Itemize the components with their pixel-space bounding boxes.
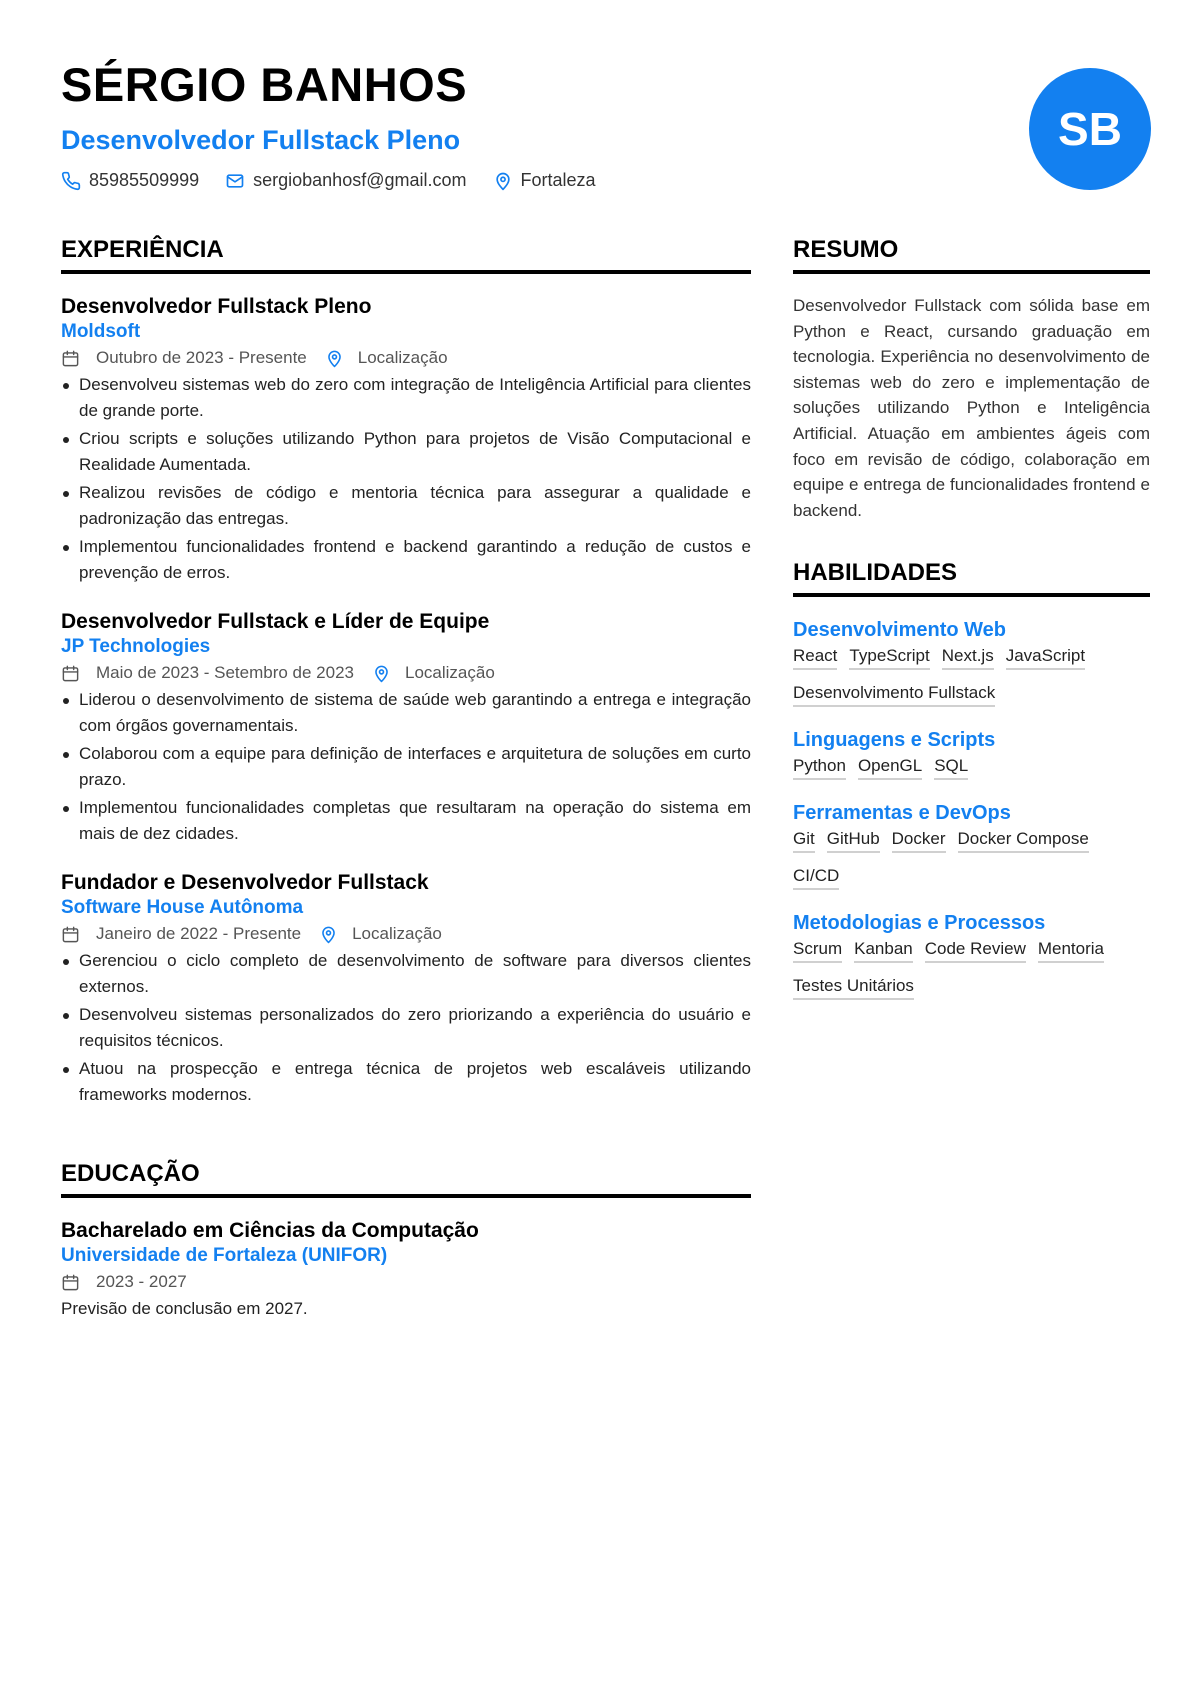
skill-tags [793,936,1150,1010]
contact-row [61,170,1151,191]
experience-entry [61,294,751,585]
education-dates: 2023 - 2027 [96,1272,187,1291]
education-entry [61,1218,751,1319]
skill-tag: GitHub [827,828,880,853]
skills-section [793,558,1150,1010]
bullet-item: Gerenciou o ciclo completo de desenvolvimento de software para diversos clientes externos. [61,948,751,999]
candidate-name: SÉRGIO BANHOS [61,58,468,111]
bullet-item: Implementou funcionalidades completas que resultaram na operação do sistema em mais de dez cidades. [61,795,751,846]
skill-tags [793,826,1150,900]
skill-group-title: Linguagens e Scripts [793,729,996,752]
map-pin-icon [493,171,513,191]
skill-tag: Python [793,755,846,780]
map-pin-icon [372,664,391,683]
right-column [793,235,1150,1010]
job-meta [61,661,751,685]
calendar-icon [61,925,80,944]
skill-tag: Scrum [793,938,842,963]
skill-tag: React [793,645,837,670]
skill-tag: Testes Unitários [793,975,914,1000]
bullet-item: Implementou funcionalidades frontend e backend garantindo a redução de custos e prevenção de erros. [61,534,751,585]
skill-groups [793,617,1150,1010]
job-location: Localização [405,663,495,682]
skills-heading: HABILIDADES [793,558,1150,597]
job-meta [61,922,751,946]
skill-tag: OpenGL [858,755,922,780]
job-meta [61,346,751,370]
resume-header [61,58,1151,208]
company-name: JP Technologies [61,636,211,657]
school: Universidade de Fortaleza (UNIFOR) [61,1245,388,1266]
bullet-item: Desenvolveu sistemas personalizados do zero priorizando a experiência do usuário e requisitos técnicos. [61,1002,751,1053]
contact-email [225,170,466,191]
skill-tag: TypeScript [849,645,929,670]
education-note: Previsão de conclusão em 2027. [61,1299,308,1318]
skill-group-title: Desenvolvimento Web [793,619,1007,642]
skill-tag: Kanban [854,938,913,963]
map-pin-icon [325,349,344,368]
bullet-item: Colaborou com a equipe para definição de interfaces e arquitetura de soluções em curto prazo. [61,741,751,792]
experience-list [61,294,751,1107]
skill-tag: Git [793,828,815,853]
skill-tag: Code Review [925,938,1026,963]
bullet-item: Realizou revisões de código e mentoria técnica para assegurar a qualidade e padronização das entregas. [61,480,751,531]
company-name: Moldsoft [61,321,141,342]
email-text: sergiobanhosf@gmail.com [253,170,467,190]
job-dates: Maio de 2023 - Setembro de 2023 [96,663,355,682]
skill-group-title: Ferramentas e DevOps [793,802,1011,825]
skill-tag: SQL [934,755,968,780]
company-name: Software House Autônoma [61,897,304,918]
education-heading: EDUCAÇÃO [61,1159,751,1198]
bullet-item: Liderou o desenvolvimento de sistema de saúde web garantindo a entrega e integração com órgãos governamentais. [61,687,751,738]
skill-tag: JavaScript [1006,645,1085,670]
skill-group [793,910,1150,1010]
education-section [61,1159,751,1319]
skill-tag: CI/CD [793,865,839,890]
experience-entry [61,870,751,1107]
location-text: Fortaleza [520,170,596,190]
degree: Bacharelado em Ciências da Computação [61,1219,479,1242]
skill-tag: Desenvolvimento Fullstack [793,682,995,707]
candidate-title: Desenvolvedor Fullstack Pleno [61,125,461,155]
skill-tag: Next.js [942,645,994,670]
skill-group [793,800,1150,900]
job-bullets [61,948,751,1107]
job-title: Fundador e Desenvolvedor Fullstack [61,871,429,894]
education-meta [61,1270,751,1294]
phone-text: 85985509999 [89,170,200,190]
summary-text: Desenvolvedor Fullstack com sólida base em Python e React, cursando graduação em tecnologia. Experiência no desenvolvimento de sistemas web do zero e implementação de soluções utilizando Python e Inteligência Artificial. Atuação em ambientes ágeis com foco em revisão de código, colaboração em equipe e entrega de funcionalidades frontend e backend. [793,296,1150,520]
bullet-item: Criou scripts e soluções utilizando Python para projetos de Visão Computacional e Realidade Aumentada. [61,426,751,477]
experience-heading: EXPERIÊNCIA [61,235,751,274]
contact-location [493,170,596,191]
mail-icon [225,171,245,191]
map-pin-icon [319,925,338,944]
experience-entry [61,609,751,846]
skill-group [793,617,1150,717]
job-dates: Janeiro de 2022 - Presente [96,924,302,943]
skill-tags [793,753,1150,790]
calendar-icon [61,664,80,683]
skill-tag: Docker Compose [958,828,1089,853]
skill-tag: Docker [892,828,946,853]
left-column [61,235,751,1319]
phone-icon [61,171,81,191]
job-bullets [61,687,751,846]
calendar-icon [61,1273,80,1292]
contact-phone [61,170,199,191]
calendar-icon [61,349,80,368]
job-bullets [61,372,751,585]
skill-group-title: Metodologias e Processos [793,912,1046,935]
bullet-item: Atuou na prospecção e entrega técnica de projetos web escaláveis utilizando frameworks modernos. [61,1056,751,1107]
job-location: Localização [352,924,442,943]
job-dates: Outubro de 2023 - Presente [96,348,307,367]
bullet-item: Desenvolveu sistemas web do zero com integração de Inteligência Artificial para clientes de grande porte. [61,372,751,423]
skill-tag: Mentoria [1038,938,1104,963]
avatar: SB [1029,68,1151,190]
summary-heading: RESUMO [793,235,1150,274]
skill-tags [793,643,1150,717]
job-title: Desenvolvedor Fullstack e Líder de Equipe [61,610,490,633]
skill-group [793,727,1150,790]
job-title: Desenvolvedor Fullstack Pleno [61,295,372,318]
job-location: Localização [357,348,448,367]
